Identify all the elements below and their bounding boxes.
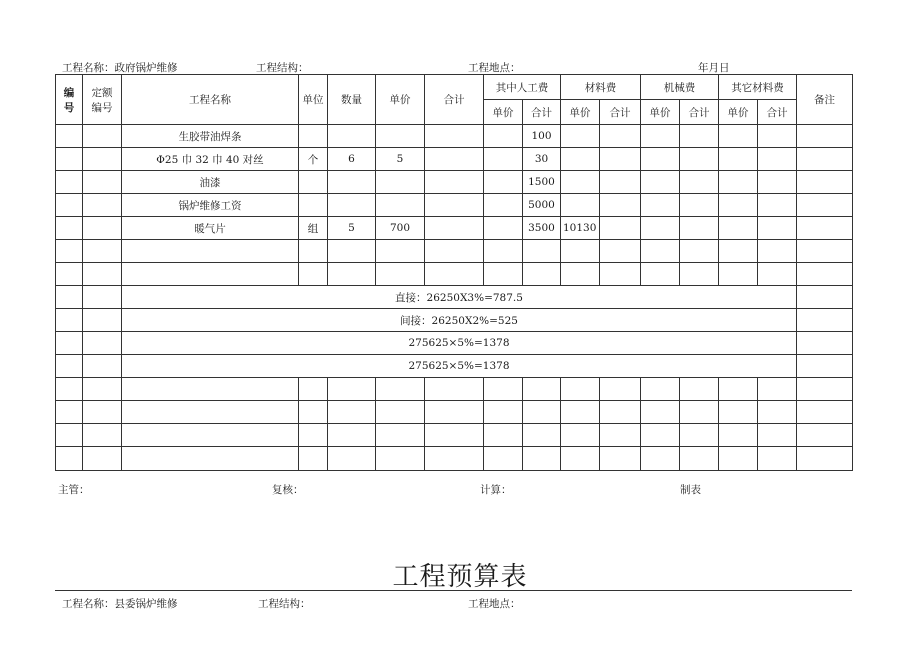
price-cell bbox=[376, 194, 425, 217]
budget-table bbox=[55, 74, 853, 471]
sub-header-price: 单价 bbox=[561, 100, 600, 125]
title-divider bbox=[55, 590, 852, 591]
table-row bbox=[56, 447, 853, 471]
labor-total-cell: 100 bbox=[523, 125, 561, 148]
calc-line: 直接：26250X3%=787.5 bbox=[122, 286, 797, 309]
project-name-label: 工程名称：政府锅炉维修 bbox=[62, 62, 178, 74]
sub-header-total: 合计 bbox=[758, 100, 797, 125]
col-header-no: 编 号 bbox=[56, 75, 83, 125]
item-name-cell: 油漆 bbox=[122, 171, 299, 194]
col-header-item: 工程名称 bbox=[122, 75, 299, 125]
price-cell bbox=[376, 125, 425, 148]
table-row bbox=[56, 194, 853, 217]
calc-line: 间接：26250X2%=525 bbox=[122, 309, 797, 332]
qty-cell: 6 bbox=[328, 148, 376, 171]
calc-row bbox=[56, 286, 853, 309]
labor-total-cell: 3500 bbox=[523, 217, 561, 240]
table-row bbox=[56, 125, 853, 148]
item-name-cell: Φ25 巾 32 巾 40 对丝 bbox=[122, 148, 299, 171]
reviewer-label: 复核： bbox=[272, 484, 304, 496]
unit-cell bbox=[299, 194, 328, 217]
supervisor-label: 主管： bbox=[58, 484, 90, 496]
calc-line: 275625×5%=1378 bbox=[122, 355, 797, 378]
col-header-other: 其它材料费 bbox=[719, 75, 797, 100]
price-cell bbox=[376, 171, 425, 194]
date-label: 年月日 bbox=[698, 62, 730, 74]
col-header-total: 合计 bbox=[425, 75, 484, 125]
labor-total-cell: 5000 bbox=[523, 194, 561, 217]
sub-header-price: 单价 bbox=[484, 100, 523, 125]
project-name-label-2: 工程名称：县委锅炉维修 bbox=[62, 598, 178, 610]
unit-cell bbox=[299, 125, 328, 148]
labor-total-cell: 30 bbox=[523, 148, 561, 171]
material-price-cell bbox=[561, 148, 600, 171]
unit-cell: 组 bbox=[299, 217, 328, 240]
header-row-1 bbox=[56, 75, 853, 100]
table-row bbox=[56, 263, 853, 286]
sub-header-total: 合计 bbox=[523, 100, 561, 125]
col-header-quota: 定额 编号 bbox=[83, 75, 122, 125]
table-row bbox=[56, 240, 853, 263]
unit-cell: 个 bbox=[299, 148, 328, 171]
calc-row bbox=[56, 332, 853, 355]
labor-total-cell: 1500 bbox=[523, 171, 561, 194]
preparer-label: 制表 bbox=[680, 484, 701, 496]
col-header-unit: 单位 bbox=[299, 75, 328, 125]
material-price-cell bbox=[561, 171, 600, 194]
item-name-cell: 锅炉维修工资 bbox=[122, 194, 299, 217]
table-row bbox=[56, 171, 853, 194]
calculator-label: 计算： bbox=[480, 484, 512, 496]
qty-cell bbox=[328, 125, 376, 148]
structure-label-2: 工程结构： bbox=[258, 598, 311, 610]
sub-header-price: 单价 bbox=[719, 100, 758, 125]
structure-label: 工程结构： bbox=[256, 62, 309, 74]
price-cell: 700 bbox=[376, 217, 425, 240]
price-cell: 5 bbox=[376, 148, 425, 171]
table-row bbox=[56, 217, 853, 240]
sub-header-total: 合计 bbox=[680, 100, 719, 125]
location-label: 工程地点： bbox=[468, 62, 521, 74]
calc-line: 275625×5%=1378 bbox=[122, 332, 797, 355]
material-price-cell: 10130 bbox=[561, 217, 600, 240]
qty-cell bbox=[328, 194, 376, 217]
col-header-labor: 其中人工费 bbox=[484, 75, 561, 100]
material-price-cell bbox=[561, 194, 600, 217]
qty-cell: 5 bbox=[328, 217, 376, 240]
qty-cell bbox=[328, 171, 376, 194]
location-label-2: 工程地点： bbox=[468, 598, 521, 610]
page-title: 工程预算表 bbox=[392, 562, 528, 592]
col-header-machine: 机械费 bbox=[641, 75, 719, 100]
sub-header-total: 合计 bbox=[600, 100, 641, 125]
sub-header-price: 单价 bbox=[641, 100, 680, 125]
table-row bbox=[56, 424, 853, 447]
table-row bbox=[56, 378, 853, 401]
col-header-remark: 备注 bbox=[797, 75, 853, 125]
calc-row bbox=[56, 309, 853, 332]
unit-cell bbox=[299, 171, 328, 194]
col-header-material: 材料费 bbox=[561, 75, 641, 100]
item-name-cell: 生胶带油焊条 bbox=[122, 125, 299, 148]
table-row bbox=[56, 401, 853, 424]
col-header-price: 单价 bbox=[376, 75, 425, 125]
col-header-qty: 数量 bbox=[328, 75, 376, 125]
table-row bbox=[56, 148, 853, 171]
material-price-cell bbox=[561, 125, 600, 148]
item-name-cell: 暖气片 bbox=[122, 217, 299, 240]
calc-row bbox=[56, 355, 853, 378]
